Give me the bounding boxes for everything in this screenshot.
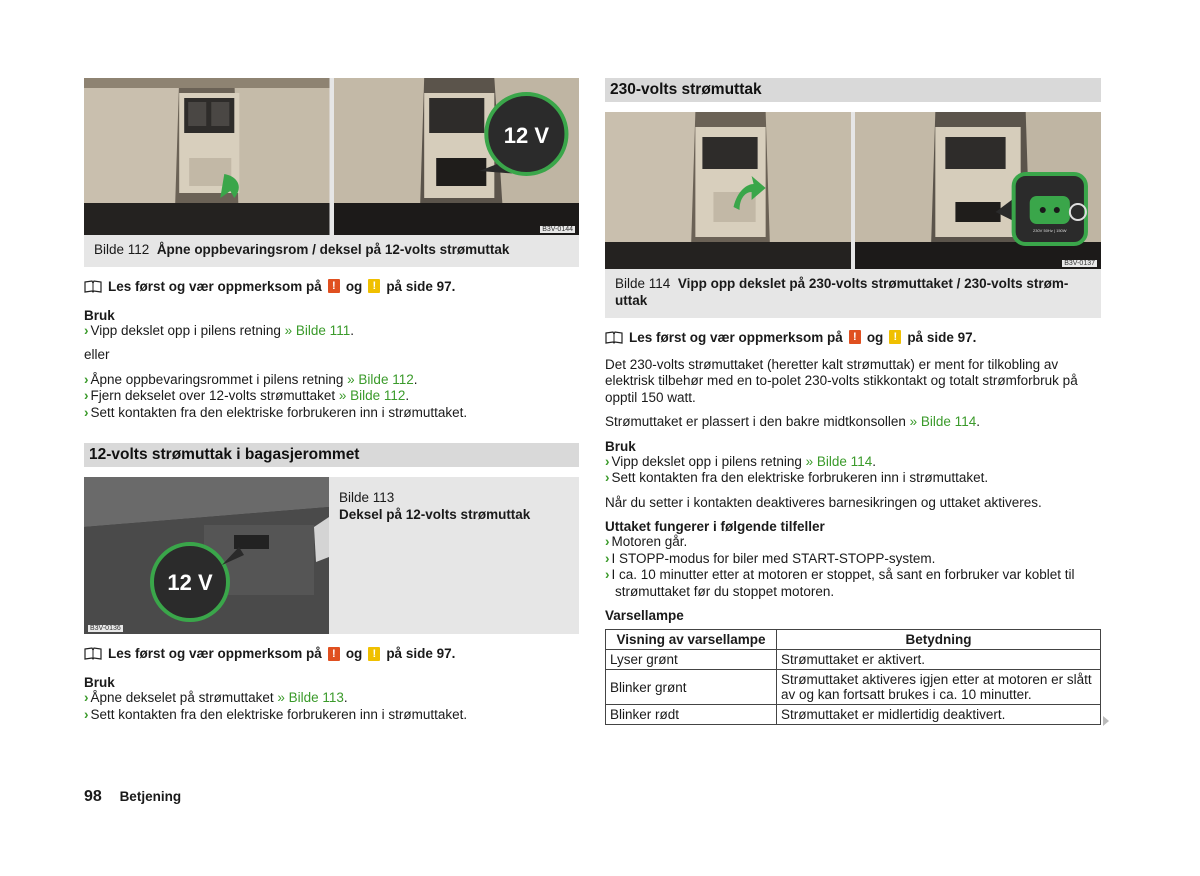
column-header: Betydning xyxy=(777,630,1101,650)
left-column xyxy=(84,78,579,723)
table-cell: Strømuttaket er midlertidig deaktivert. xyxy=(777,705,1101,725)
caution-icon: ! xyxy=(368,647,380,661)
caption-text: Deksel på 12-volts strømuttak xyxy=(339,507,531,523)
caption-text: Åpne oppbevaringsrom / deksel på 12-volts strømuttak xyxy=(156,242,510,257)
caption-number: Bilde 114 xyxy=(615,276,671,291)
footer-section: Betjening xyxy=(119,789,182,804)
table-cell: Lyser grønt xyxy=(606,650,777,670)
table-row xyxy=(606,670,1101,705)
subheading-lamp: Varsellampe xyxy=(605,608,684,624)
note-paragraph: Når du setter i kontakten deaktiveres barnesikringen og uttaket aktiveres. xyxy=(605,494,1042,510)
figure-link[interactable]: » Bilde 113 xyxy=(277,690,344,706)
right-column xyxy=(605,78,1101,725)
table-cell: Strømuttaket er aktivert. xyxy=(777,650,1101,670)
image-code: B3V-0144 xyxy=(542,226,573,233)
read-first-note: Les først og vær oppmerksom på ! og ! på side 97. xyxy=(84,279,579,294)
warning-lamp-table xyxy=(605,629,1101,725)
figure-link[interactable]: » Bilde 111 xyxy=(284,322,351,338)
table-row xyxy=(606,705,1101,725)
figure-114 xyxy=(605,112,1101,318)
list-item: › I STOPP-modus for biler med START-STOPP-system. xyxy=(605,550,936,566)
figure-link[interactable]: » Bilde 112 xyxy=(347,371,414,387)
table-cell: Blinker grønt xyxy=(606,670,777,705)
caution-icon: ! xyxy=(368,279,380,293)
figure-112 xyxy=(84,78,579,267)
svg-text:230V 50Hz | 150W: 230V 50Hz | 150W xyxy=(1032,228,1067,233)
subheading-bruk: Bruk xyxy=(605,438,636,454)
section-heading: 12-volts strømuttak i bagasjerommet xyxy=(84,443,579,467)
list-item: › Motoren går. xyxy=(605,534,688,550)
warning-icon: ! xyxy=(849,330,861,344)
photo-trunk xyxy=(84,477,329,634)
continue-arrow-icon xyxy=(1103,716,1109,726)
figure-caption xyxy=(605,269,1101,318)
photo-12v-socket xyxy=(334,78,580,235)
list-item: › Sett kontakten fra den elektriske forbrukeren inn i strømuttaket. xyxy=(84,706,468,722)
caution-icon: ! xyxy=(889,330,901,344)
image-code: B3V-0136 xyxy=(90,625,121,633)
figure-caption xyxy=(329,477,540,634)
image-code: B3V-0137 xyxy=(1064,260,1095,267)
table-cell: Strømuttaket aktiveres igjen etter at motoren er slått av og kan fortsatt brukes i ca. 10 minutter. xyxy=(777,670,1101,705)
subheading-cases: Uttaket fungerer i følgende tilfeller xyxy=(605,519,825,535)
svg-text:12 V: 12 V xyxy=(503,123,549,148)
photo-230v-cover xyxy=(605,112,851,269)
list-item: › Sett kontakten fra den elektriske forbrukeren inn i strømuttaket. xyxy=(605,470,989,486)
page-number: 98 xyxy=(84,788,102,805)
warning-icon: ! xyxy=(328,647,340,661)
list-item: › I ca. 10 minutter etter at motoren er stoppet, så sant en forbruker var koblet til strømuttaket før du stoppet motoren. xyxy=(605,567,1075,599)
read-first-note: Les først og vær oppmerksom på ! og ! på side 97. xyxy=(605,330,1101,345)
location-paragraph: Strømuttaket er plassert i den bakre midtkonsollen » Bilde 114. xyxy=(605,414,980,430)
list-item: › Vipp dekslet opp i pilens retning » Bilde 111. xyxy=(84,322,354,338)
figure-113 xyxy=(84,477,579,634)
figure-link[interactable]: » Bilde 114 xyxy=(805,453,873,469)
text-eller: eller xyxy=(84,347,110,363)
intro-paragraph: Det 230-volts strømuttaket (heretter kalt strømuttak) er ment for tilkobling av elektrisk tilbehør med en to-polet 230-volts stikkontakt og totalt strømforbruk på opptil 150 watt. xyxy=(605,356,1078,405)
photo-230v-socket xyxy=(855,112,1101,269)
page-footer xyxy=(84,788,181,806)
list-item: › Sett kontakten fra den elektriske forbrukeren inn i strømuttaket. xyxy=(84,404,468,420)
figure-link[interactable]: » Bilde 112 xyxy=(338,388,406,404)
section-heading: 230-volts strømuttak xyxy=(605,78,1101,102)
table-header-row xyxy=(606,630,1101,650)
read-first-note: Les først og vær oppmerksom på ! og ! på side 97. xyxy=(84,646,579,661)
svg-text:12 V: 12 V xyxy=(167,570,213,596)
caption-text: Vipp opp dekslet på 230-volts strømuttaket / 230-volts strøm-uttak xyxy=(615,276,1069,308)
photo-storage-open xyxy=(84,78,330,235)
caption-number: Bilde 112 xyxy=(94,242,150,257)
figure-caption xyxy=(84,235,579,267)
warning-icon: ! xyxy=(328,279,340,293)
subheading-bruk: Bruk xyxy=(84,675,115,691)
list-item: › Åpne dekselet på strømuttaket » Bilde 113. xyxy=(84,690,348,706)
caption-number: Bilde 113 xyxy=(339,490,395,506)
subheading-bruk: Bruk xyxy=(84,307,115,323)
list-item: › Vipp dekslet opp i pilens retning » Bilde 114. xyxy=(605,453,876,469)
list-item: › Åpne oppbevaringsrommet i pilens retning » Bilde 112. xyxy=(84,371,418,387)
table-cell: Blinker rødt xyxy=(606,705,777,725)
figure-link[interactable]: » Bilde 114 xyxy=(909,414,977,430)
book-icon xyxy=(605,331,623,344)
book-icon xyxy=(84,280,102,293)
list-item: › Fjern dekselet over 12-volts strømuttaket » Bilde 112. xyxy=(84,388,410,404)
column-header: Visning av varsellampe xyxy=(606,630,777,650)
book-icon xyxy=(84,647,102,660)
table-row xyxy=(606,650,1101,670)
